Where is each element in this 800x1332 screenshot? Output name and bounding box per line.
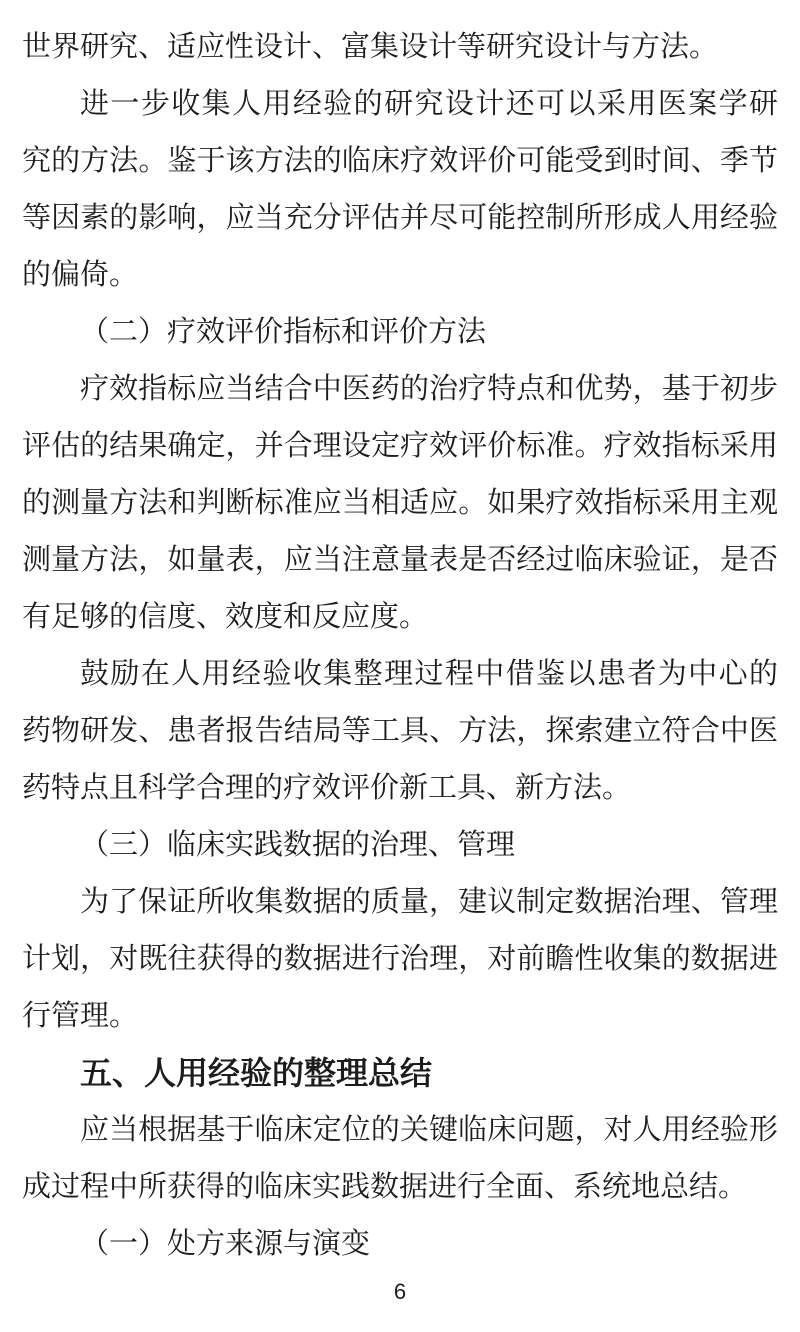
text-line: 为了保证所收集数据的质量，建议制定数据治理、管理 [80, 886, 778, 918]
text-line: 进一步收集人用经验的研究设计还可以采用医案学研 [80, 88, 778, 120]
text-line: 鼓励在人用经验收集整理过程中借鉴以患者为中心的 [80, 658, 778, 690]
text-line: 世界研究、适应性设计、富集设计等研究设计与方法。 [22, 31, 719, 63]
paragraph [22, 874, 778, 1045]
document-body [22, 19, 778, 1273]
text-line: 有足够的信度、效度和反应度。 [22, 601, 429, 633]
text-line: 药物研发、患者报告结局等工具、方法，探索建立符合中医 [22, 715, 778, 747]
page-number: 6 [393, 1279, 407, 1304]
text-line: 行管理。 [22, 1000, 139, 1032]
paragraph [22, 304, 778, 361]
paragraph [22, 1102, 778, 1216]
paragraph [22, 1216, 778, 1273]
text-line: 五、人用经验的整理总结 [80, 1055, 433, 1091]
text-line: （一）处方来源与演变 [80, 1228, 371, 1260]
paragraph [22, 361, 778, 646]
text-line: 疗效指标应当结合中医药的治疗特点和优势，基于初步 [80, 373, 778, 405]
text-line: 成过程中所获得的临床实践数据进行全面、系统地总结。 [22, 1171, 748, 1203]
text-line: 的测量方法和判断标准应当相适应。如果疗效指标采用主观 [22, 487, 778, 519]
text-line: 测量方法，如量表，应当注意量表是否经过临床验证，是否 [22, 544, 778, 576]
text-line: 药特点且科学合理的疗效评价新工具、新方法。 [22, 772, 632, 804]
paragraph [22, 817, 778, 874]
paragraph [22, 646, 778, 817]
text-line: 的偏倚。 [22, 259, 139, 291]
section-heading [22, 1045, 778, 1102]
text-line: 等因素的影响，应当充分评估并尽可能控制所形成人用经验 [22, 202, 778, 234]
text-line: 应当根据基于临床定位的关键临床问题，对人用经验形 [80, 1114, 778, 1146]
paragraph [22, 19, 778, 76]
text-line: 究的方法。鉴于该方法的临床疗效评价可能受到时间、季节 [22, 145, 778, 177]
text-line: 评估的结果确定，并合理设定疗效评价标准。疗效指标采用 [22, 430, 778, 462]
text-line: 计划，对既往获得的数据进行治理，对前瞻性收集的数据进 [22, 943, 778, 975]
text-line: （二）疗效评价指标和评价方法 [80, 316, 487, 348]
paragraph [22, 76, 778, 304]
page-footer [0, 1276, 800, 1308]
text-line: （三）临床实践数据的治理、管理 [80, 829, 516, 861]
